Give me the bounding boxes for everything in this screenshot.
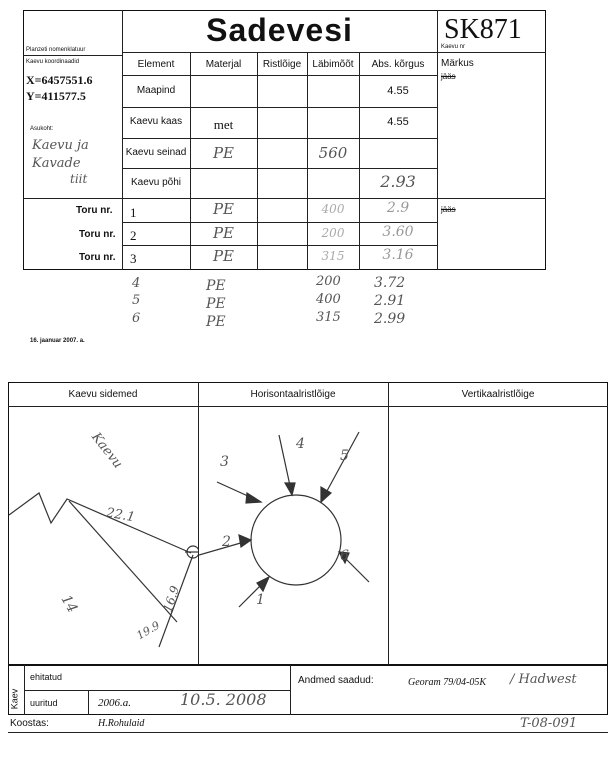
surveyed-label: uuritud [30, 698, 58, 708]
column-header: Materjal [205, 59, 242, 70]
document-code: T-08-091 [520, 716, 578, 731]
divider [257, 52, 258, 270]
sketch-dimension: 14 [57, 592, 81, 616]
surveyed-year: 2006.a. [98, 697, 131, 709]
sketch-label: Kaevu [88, 430, 126, 472]
column-header: Abs. kõrgus [371, 59, 425, 70]
extra-pipe-height: 3.72 [374, 275, 406, 291]
sketch-line [9, 493, 191, 553]
location-handwriting: tiit [70, 172, 88, 186]
extra-pipe-diameter: 400 [316, 292, 341, 307]
extra-pipe-height: 2.91 [374, 293, 406, 309]
arrow-head [239, 535, 251, 547]
divider [122, 138, 437, 139]
pipe-tag: 1 [256, 592, 265, 608]
element-cell: Maapind [136, 85, 176, 96]
pipe-height: 2.9 [386, 200, 410, 216]
extra-pipe-number: 5 [132, 293, 141, 308]
pipe-number: 3 [130, 251, 137, 266]
divider [8, 732, 608, 733]
x-coordinate: X=6457551.6 [26, 73, 93, 87]
extra-pipe-diameter: 315 [316, 310, 341, 325]
divider [122, 75, 437, 76]
pipe-material: PE [212, 247, 235, 265]
sketch-dimension: 22.1 [104, 505, 137, 526]
author-value: H.Rohulaid [98, 718, 145, 729]
divider [437, 52, 438, 270]
arrow-head [285, 483, 295, 495]
column-header: Läbimõõt [312, 59, 354, 70]
source-value: Georam 79/04-05K [408, 677, 487, 688]
surveyed-date: 10.5. 2008 [180, 690, 267, 709]
coord-label: Kaevu koordinaadid [26, 59, 80, 65]
page-title: Sadevesi [206, 12, 353, 48]
divider [122, 10, 123, 270]
pipe-diameter: 315 [321, 249, 345, 263]
extra-pipe-number: 6 [132, 311, 141, 326]
pipe-tag: 2 [222, 534, 231, 550]
location-handwriting: Kavade [32, 156, 81, 171]
divider [122, 52, 546, 53]
section-title-vertical: Vertikaalristlõige [461, 389, 535, 400]
height-cell: 2.93 [380, 172, 416, 191]
diameter-cell: 560 [318, 144, 348, 162]
pipe-number: 2 [130, 228, 137, 243]
material-cell: met [213, 117, 234, 132]
y-coordinate: Y=411577.5 [26, 89, 86, 103]
well-id-caption: Kaevu nr [441, 44, 466, 50]
element-cell: Kaevu seinad [125, 147, 187, 158]
pipe-material: PE [212, 200, 235, 218]
sketch-dimension: 16.9 [160, 584, 183, 614]
element-cell: Kaevu põhi [130, 177, 182, 188]
source-handwriting: / Hadwest [510, 672, 577, 687]
divider [88, 690, 89, 715]
divider [388, 382, 389, 665]
pipe-tag: 6 [340, 548, 349, 564]
pipe-label: Toru nr. [79, 252, 116, 263]
arrow-head [246, 493, 261, 503]
extra-pipe-material: PE [206, 278, 226, 294]
divider [437, 10, 438, 52]
pipe-label: Toru nr. [79, 229, 116, 240]
divider [122, 222, 437, 223]
pipe-tag: 4 [296, 436, 305, 452]
pipe-height: 3.16 [382, 247, 414, 263]
built-label: ehitatud [30, 672, 63, 682]
extra-pipe-height: 2.99 [374, 311, 406, 327]
divider [290, 665, 291, 715]
sketch-dimension: 19.9 [134, 618, 163, 643]
arrow-head [321, 487, 331, 502]
source-label: Andmed saadud: [298, 675, 374, 686]
extra-pipe-number: 4 [132, 276, 141, 291]
divider [122, 168, 437, 169]
map-sheet-label: Planzeti nomenklatuur [26, 47, 86, 53]
well-circle [251, 495, 341, 585]
element-cell: Kaevu kaas [129, 116, 183, 127]
extra-pipe-diameter: 200 [316, 274, 341, 289]
pipe-tag: 3 [220, 454, 229, 470]
date-note: 16. jaanuar 2007. a. [30, 338, 85, 344]
author-label: Koostas: [10, 718, 49, 729]
footer-side-label: Kaev [9, 688, 20, 710]
note-cell: jääs [441, 72, 456, 81]
pipe-tag: 5 [340, 448, 349, 464]
pipe-number: 1 [130, 205, 137, 220]
extra-pipe-material: PE [206, 314, 226, 330]
pipe-height: 3.60 [382, 224, 414, 240]
column-header: Element [137, 59, 175, 70]
pipe-diameter: 200 [321, 226, 345, 240]
divider [23, 198, 546, 199]
pipe-label: Toru nr. [76, 205, 113, 216]
column-header: Ristlõige [262, 59, 302, 70]
height-cell: 4.55 [387, 85, 409, 97]
divider [23, 55, 123, 56]
section-title-links: Kaevu sidemed [68, 389, 138, 400]
divider [122, 245, 437, 246]
height-cell: 4.55 [387, 116, 409, 128]
material-cell: PE [212, 144, 235, 162]
pipe-diameter: 400 [321, 202, 345, 216]
divider [122, 107, 437, 108]
pipe-material: PE [212, 224, 235, 242]
well-id: SK871 [444, 14, 522, 45]
extra-pipe-material: PE [206, 296, 226, 312]
pipe-note: jääs [441, 205, 456, 214]
section-title-horizontal: Horisontaalristlõige [250, 389, 336, 400]
column-header: Märkus [441, 58, 474, 69]
location-handwriting: Kaevu ja [32, 138, 89, 153]
location-label: Asukoht: [30, 126, 54, 132]
arrow-head [257, 577, 269, 591]
